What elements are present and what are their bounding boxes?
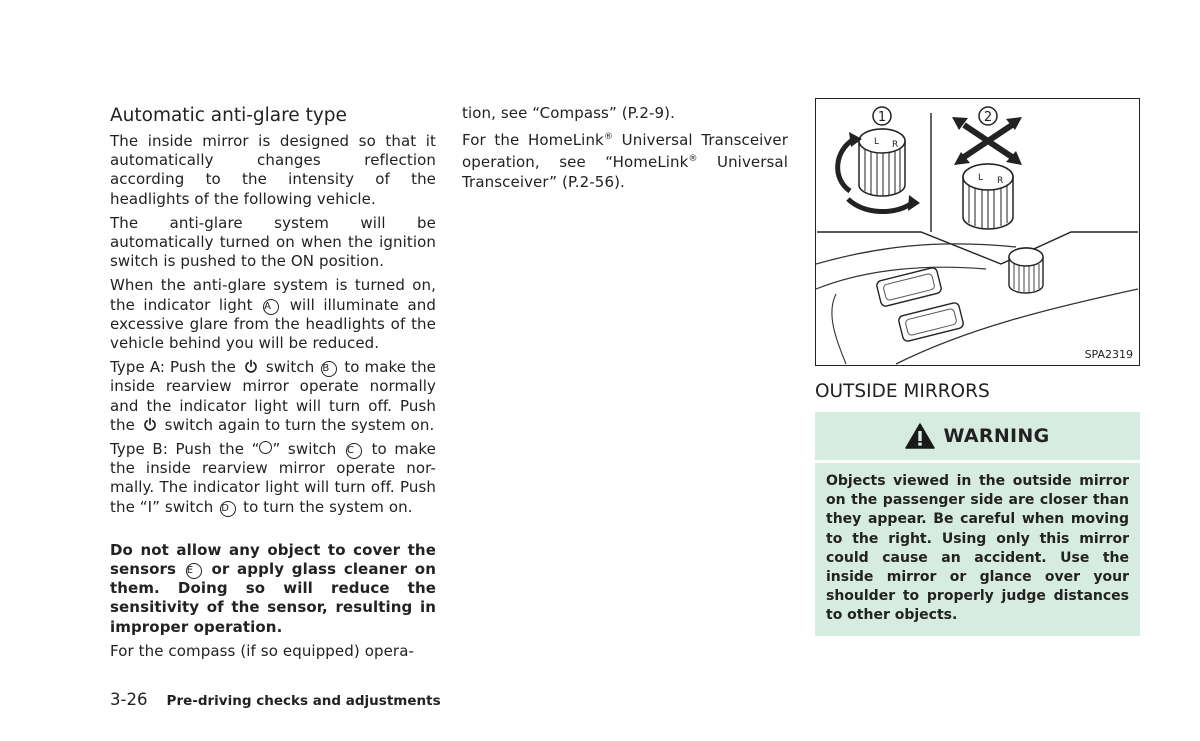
figure-label-2: 2 — [983, 110, 993, 125]
callout-mark-c: C — [346, 443, 362, 459]
mirror-control-illustration — [816, 99, 1139, 365]
callout-mark-a: A — [263, 299, 279, 315]
text-fragment: switch — [265, 358, 315, 377]
paragraph — [462, 128, 788, 192]
text-fragment: Universal Transceiver operation, see “HomeLink — [462, 131, 788, 172]
warning-box — [815, 412, 1140, 636]
registered-mark: ® — [603, 132, 613, 143]
page-footer — [110, 690, 441, 709]
text-fragment: or apply glass cleaner on them. Doing so will reduce the sensitivity of the sensor, resulting in improper operation. — [110, 560, 436, 636]
text-fragment: will illuminate and excessive glare from the headlights of the vehicle behind you will be reduced. — [110, 295, 437, 353]
registered-mark: ® — [688, 154, 698, 165]
text-fragment: to turn the system on. — [243, 497, 413, 516]
warning-title: WARNING — [943, 425, 1050, 447]
knob-letter-l: L — [978, 173, 984, 183]
figure-code: SPA2319 — [1084, 348, 1133, 361]
callout-mark-b: B — [321, 361, 337, 377]
circle-symbol-icon — [259, 441, 272, 454]
text-fragment: Universal Transceiver” (P.2-56). — [462, 153, 788, 191]
chapter-title: Pre-driving checks and adjustments — [166, 693, 441, 709]
mirror-control-figure — [815, 98, 1140, 366]
knob-letter-l: L — [874, 137, 880, 147]
paragraph — [110, 358, 436, 435]
text-fragment: to make the inside rearview mirror operate nor- mally. The indicator light will turn off. Push the “I” switch — [110, 440, 436, 516]
figure-label-1: 1 — [877, 110, 887, 125]
callout-mark-d: D — [220, 501, 236, 517]
page-number: 3-26 — [110, 690, 148, 709]
text-fragment: Type A: Push the — [110, 358, 236, 377]
paragraph: The inside mirror is designed so that it automatically changes reflection according to the intensity of the headlights of the following vehicle. — [110, 132, 436, 208]
section-heading-outside-mirrors: OUTSIDE MIRRORS — [815, 381, 990, 402]
paragraph: tion, see “Compass” (P.2-9). — [462, 104, 675, 122]
caution-paragraph — [110, 541, 436, 637]
section-heading-anti-glare: Automatic anti-glare type — [110, 105, 347, 126]
text-fragment: to make the inside rearview mirror operate normally and the indicator light will turn off. Push the — [110, 358, 436, 434]
column-left — [110, 104, 436, 666]
power-icon — [143, 417, 157, 431]
paragraph — [110, 276, 436, 353]
text-fragment: Type B: Push the “ — [110, 440, 260, 459]
text-fragment: When the anti-glare system is turned on, the indicator light — [110, 276, 436, 314]
column-right — [815, 98, 1140, 636]
knob-letter-r: R — [892, 140, 899, 150]
knob-letter-r: R — [997, 176, 1004, 186]
warning-header — [815, 412, 1140, 463]
paragraph: The anti-glare system will be automatically turned on when the ignition switch is pushed to the ON position. — [110, 213, 436, 271]
paragraph: For the compass (if so equipped) opera- — [110, 641, 415, 660]
text-fragment: switch again to turn the system on. — [164, 415, 435, 434]
text-fragment: ” switch — [272, 440, 337, 459]
text-fragment: For the HomeLink — [462, 131, 604, 150]
warning-text: Objects viewed in the outside mirror on the passenger side are closer than they appear. Be careful when moving to the right. Using only this mirror could cause an accident. Use the inside mirror or glance over your shoulder to properly judge distances to other objects. — [826, 473, 1129, 624]
warning-triangle-icon — [905, 423, 935, 449]
column-middle — [462, 104, 788, 197]
callout-mark-e: E — [186, 563, 202, 579]
power-icon — [244, 359, 258, 373]
paragraph — [110, 440, 436, 517]
text-fragment: Do not allow any object to cover the sensors — [110, 540, 436, 579]
